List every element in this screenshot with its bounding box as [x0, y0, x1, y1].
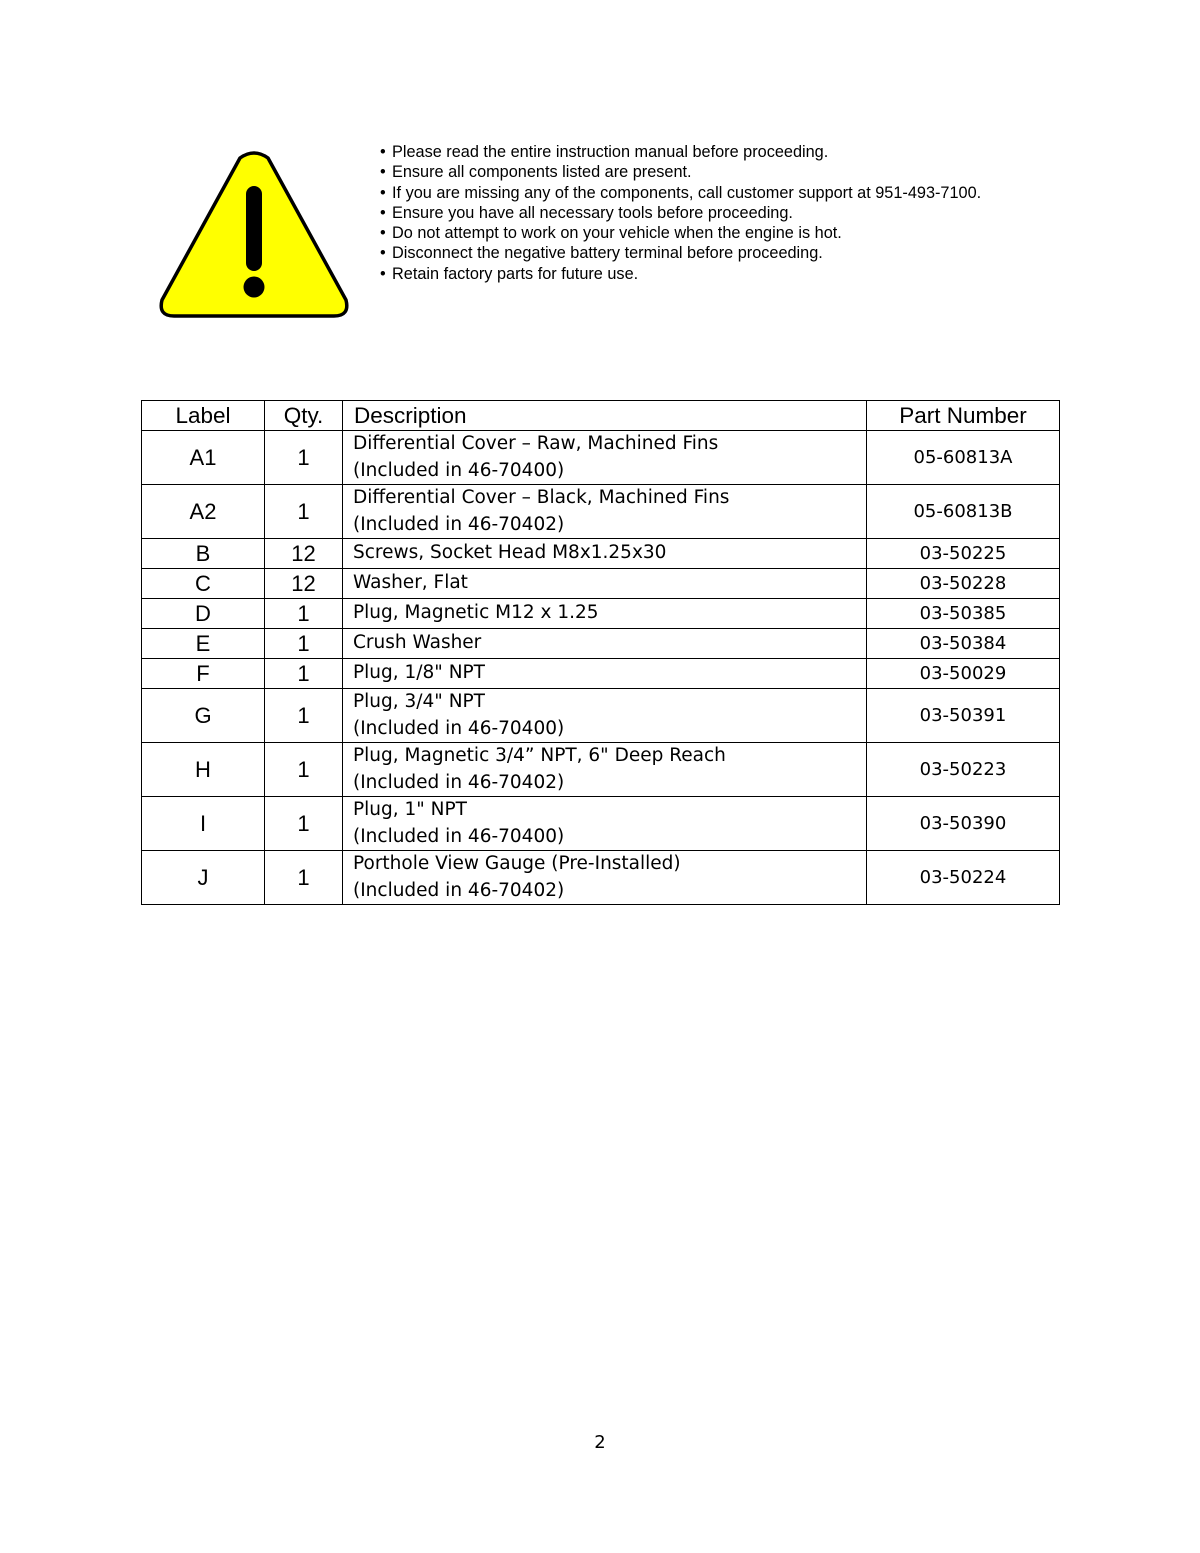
- bullet-icon: •: [380, 244, 386, 263]
- cell-part-number: 03-50228: [867, 569, 1060, 599]
- warning-note: [380, 243, 981, 263]
- description-note: (Included in 46-70400): [353, 825, 565, 847]
- table-row: [142, 485, 1060, 539]
- description-text: Plug, 1/8" NPT: [353, 662, 485, 684]
- cell-qty: 1: [265, 485, 343, 539]
- header-description: Description: [343, 401, 867, 431]
- warning-note-text: Ensure you have all necessary tools before proceeding.: [392, 203, 793, 222]
- cell-part-number: 03-50385: [867, 599, 1060, 629]
- cell-description: [343, 431, 867, 485]
- cell-description: [343, 797, 867, 851]
- table-row: [142, 629, 1060, 659]
- table-header-row: [142, 401, 1060, 431]
- description-note: (Included in 46-70400): [353, 717, 565, 739]
- warning-note-text: Do not attempt to work on your vehicle when the engine is hot.: [392, 224, 842, 243]
- cell-part-number: 03-50225: [867, 539, 1060, 569]
- warning-note: [380, 223, 981, 243]
- cell-qty: 1: [265, 797, 343, 851]
- cell-qty: 1: [265, 851, 343, 905]
- warning-note-text: Disconnect the negative battery terminal before proceeding.: [392, 244, 823, 263]
- description-text: Screws, Socket Head M8x1.25x30: [353, 542, 667, 564]
- page-number: 2: [594, 1432, 606, 1453]
- cell-description: [343, 599, 867, 629]
- warning-note-text: Please read the entire instruction manual before proceeding.: [392, 143, 829, 161]
- description-note: (Included in 46-70402): [353, 513, 565, 535]
- cell-label: J: [142, 851, 265, 905]
- cell-label: E: [142, 629, 265, 659]
- bullet-icon: •: [380, 203, 386, 222]
- table-row: [142, 431, 1060, 485]
- description-text: Washer, Flat: [353, 572, 468, 594]
- cell-qty: 1: [265, 659, 343, 689]
- cell-description: [343, 485, 867, 539]
- header-label: Label: [142, 401, 265, 431]
- bullet-icon: •: [380, 163, 386, 182]
- cell-label: H: [142, 743, 265, 797]
- cell-label: G: [142, 689, 265, 743]
- description-text: Plug, Magnetic 3/4” NPT, 6" Deep Reach: [353, 745, 726, 766]
- cell-label: I: [142, 797, 265, 851]
- cell-label: F: [142, 659, 265, 689]
- warning-note: [380, 162, 981, 182]
- cell-part-number: 05-60813A: [867, 431, 1060, 485]
- table-row: [142, 797, 1060, 851]
- cell-qty: 1: [265, 599, 343, 629]
- description-text: Porthole View Gauge (Pre-Installed): [353, 853, 681, 874]
- warning-note: [380, 183, 981, 203]
- cell-description: [343, 569, 867, 599]
- cell-label: D: [142, 599, 265, 629]
- warning-note-text: Retain factory parts for future use.: [392, 264, 639, 283]
- cell-qty: 1: [265, 629, 343, 659]
- cell-part-number: 03-50223: [867, 743, 1060, 797]
- description-text: Plug, 1" NPT: [353, 799, 467, 820]
- cell-description: [343, 539, 867, 569]
- table-row: [142, 599, 1060, 629]
- table-row: [142, 689, 1060, 743]
- description-text: Crush Washer: [353, 632, 482, 654]
- cell-description: [343, 629, 867, 659]
- warning-note-text: If you are missing any of the components, call customer support at 951-493-7100.: [392, 183, 982, 202]
- warning-notes-list: [380, 142, 981, 284]
- bullet-icon: •: [380, 143, 386, 161]
- cell-part-number: 03-50224: [867, 851, 1060, 905]
- bullet-icon: •: [380, 224, 386, 243]
- cell-part-number: 03-50390: [867, 797, 1060, 851]
- cell-qty: 12: [265, 569, 343, 599]
- cell-qty: 12: [265, 539, 343, 569]
- description-note: (Included in 46-70402): [353, 879, 565, 901]
- table-row: [142, 743, 1060, 797]
- description-note: (Included in 46-70402): [353, 771, 565, 793]
- description-note: (Included in 46-70400): [353, 459, 565, 481]
- table-row: [142, 569, 1060, 599]
- cell-part-number: 05-60813B: [867, 485, 1060, 539]
- cell-qty: 1: [265, 689, 343, 743]
- table-row: [142, 539, 1060, 569]
- description-text: Plug, 3/4" NPT: [353, 691, 485, 712]
- cell-part-number: 03-50029: [867, 659, 1060, 689]
- warning-note: [380, 203, 981, 223]
- warning-triangle-icon: [158, 150, 350, 320]
- cell-description: [343, 689, 867, 743]
- cell-description: [343, 659, 867, 689]
- bullet-icon: •: [380, 264, 386, 283]
- cell-part-number: 03-50384: [867, 629, 1060, 659]
- warning-note: [380, 142, 981, 162]
- cell-part-number: 03-50391: [867, 689, 1060, 743]
- cell-description: [343, 851, 867, 905]
- header-part-number: Part Number: [867, 401, 1060, 431]
- bullet-icon: •: [380, 183, 386, 202]
- warning-note-text: Ensure all components listed are present.: [392, 163, 692, 182]
- cell-qty: 1: [265, 743, 343, 797]
- cell-label: C: [142, 569, 265, 599]
- table-row: [142, 659, 1060, 689]
- description-text: Differential Cover – Black, Machined Fins: [353, 487, 730, 508]
- cell-description: [343, 743, 867, 797]
- warning-note: [380, 264, 981, 284]
- cell-qty: 1: [265, 431, 343, 485]
- parts-table: [141, 400, 1060, 905]
- table-row: [142, 851, 1060, 905]
- description-text: Differential Cover – Raw, Machined Fins: [353, 433, 719, 454]
- header-qty: Qty.: [265, 401, 343, 431]
- cell-label: B: [142, 539, 265, 569]
- cell-label: A1: [142, 431, 265, 485]
- description-text: Plug, Magnetic M12 x 1.25: [353, 602, 599, 624]
- cell-label: A2: [142, 485, 265, 539]
